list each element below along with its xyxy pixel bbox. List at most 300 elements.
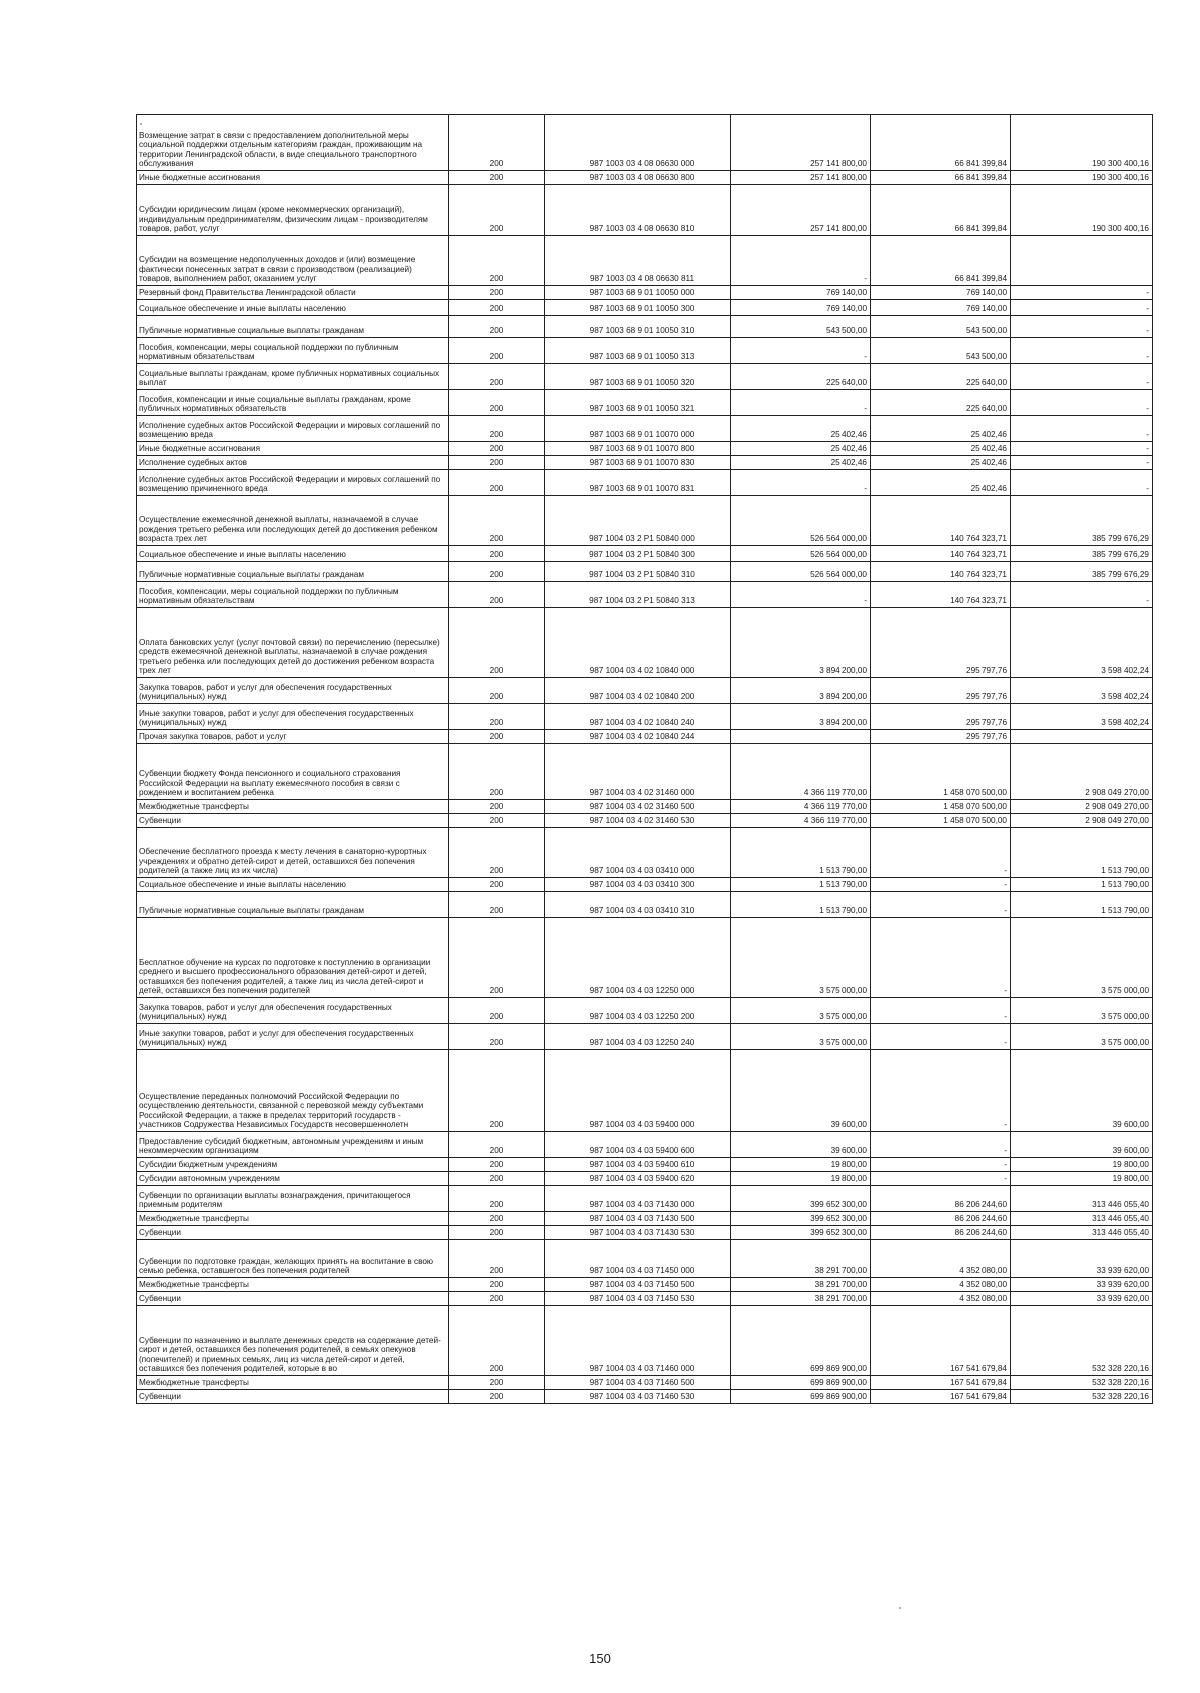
table-row	[137, 1172, 1153, 1186]
row-description: Субсидии на возмещение недополученных доходов и (или) возмещение фактически понесенных затрат в связи с производством (реализацией) товаров, выполнением работ, оказанием услуг	[137, 236, 449, 286]
row-unexecuted-amount: 532 328 220,16	[1011, 1390, 1153, 1404]
row-unexecuted-amount: 1 513 790,00	[1011, 828, 1153, 878]
row-approved-amount: 257 141 800,00	[731, 171, 871, 185]
row-executed-amount: -	[871, 1172, 1011, 1186]
row-description: Социальное обеспечение и иные выплаты населению	[137, 546, 449, 562]
row-approved-amount: 38 291 700,00	[731, 1278, 871, 1292]
row-line-code: 200	[449, 1158, 545, 1172]
row-approved-amount: 3 894 200,00	[731, 608, 871, 678]
row-budget-classification-code: 987 1004 03 4 03 71430 530	[545, 1226, 731, 1240]
row-line-code: 200	[449, 316, 545, 338]
row-approved-amount: 19 800,00	[731, 1158, 871, 1172]
row-unexecuted-amount: 3 575 000,00	[1011, 1024, 1153, 1050]
row-description: Социальные выплаты гражданам, кроме публичных нормативных социальных выплат	[137, 364, 449, 390]
table-row	[137, 1376, 1153, 1390]
row-budget-classification-code: 987 1004 03 2 P1 50840 313	[545, 582, 731, 608]
row-budget-classification-code: 987 1004 03 2 P1 50840 300	[545, 546, 731, 562]
table-row	[137, 338, 1153, 364]
row-description: Субвенции по назначению и выплате денежных средств на содержание детей-сирот и детей, оставшихся без попечения родителей, в семьях опекунов (попечителей) и приемных семьях, лиц из числа детей-сирот и детей, оставшихся без попечения родителей, которые в во	[137, 1306, 449, 1376]
row-approved-amount: 257 141 800,00	[731, 115, 871, 171]
row-approved-amount: 38 291 700,00	[731, 1292, 871, 1306]
row-budget-classification-code: 987 1004 03 4 03 59400 610	[545, 1158, 731, 1172]
page-number: 150	[589, 1651, 611, 1666]
table-row	[137, 442, 1153, 456]
row-budget-classification-code: 987 1003 68 9 01 10050 321	[545, 390, 731, 416]
row-line-code: 200	[449, 286, 545, 300]
row-unexecuted-amount: 3 575 000,00	[1011, 918, 1153, 998]
row-budget-classification-code: 987 1004 03 4 03 59400 600	[545, 1132, 731, 1158]
row-line-code: 200	[449, 814, 545, 828]
row-executed-amount: 4 352 080,00	[871, 1240, 1011, 1278]
row-approved-amount: 25 402,46	[731, 456, 871, 470]
budget-execution-table	[136, 114, 1153, 1404]
row-line-code: 200	[449, 1226, 545, 1240]
row-executed-amount: -	[871, 892, 1011, 918]
row-unexecuted-amount: 385 799 676,29	[1011, 562, 1153, 582]
row-description: Пособия, компенсации и иные социальные выплаты гражданам, кроме публичных нормативных обязательств	[137, 390, 449, 416]
row-description: Бесплатное обучение на курсах по подготовке к поступлению в организации среднего и высшего профессионального образования детей-сирот и детей, оставшихся без попечения родителей, а также лиц из числа детей-сирот и детей, оставшихся без попечения родителей	[137, 918, 449, 998]
table-row	[137, 800, 1153, 814]
row-budget-classification-code: 987 1003 03 4 08 06630 811	[545, 236, 731, 286]
row-approved-amount: 543 500,00	[731, 316, 871, 338]
row-line-code: 200	[449, 185, 545, 236]
row-approved-amount: 39 600,00	[731, 1132, 871, 1158]
row-line-code: 200	[449, 1240, 545, 1278]
row-line-code: 200	[449, 878, 545, 892]
row-unexecuted-amount: 532 328 220,16	[1011, 1306, 1153, 1376]
row-description: Закупка товаров, работ и услуг для обеспечения государственных (муниципальных) нужд	[137, 678, 449, 704]
table-row	[137, 878, 1153, 892]
row-line-code: 200	[449, 744, 545, 800]
row-approved-amount: -	[731, 236, 871, 286]
row-unexecuted-amount: 385 799 676,29	[1011, 546, 1153, 562]
row-budget-classification-code: 987 1004 03 4 02 31460 000	[545, 744, 731, 800]
table-row	[137, 364, 1153, 390]
row-approved-amount: 699 869 900,00	[731, 1306, 871, 1376]
row-line-code: 200	[449, 800, 545, 814]
row-unexecuted-amount: 190 300 400,16	[1011, 171, 1153, 185]
table-row	[137, 892, 1153, 918]
row-unexecuted-amount: -	[1011, 286, 1153, 300]
row-line-code: 200	[449, 678, 545, 704]
row-line-code: 200	[449, 470, 545, 496]
table-row	[137, 1212, 1153, 1226]
budget-table-sheet	[136, 114, 1152, 1404]
row-budget-classification-code: 987 1004 03 4 03 71460 530	[545, 1390, 731, 1404]
row-executed-amount: -	[871, 828, 1011, 878]
row-executed-amount: 4 352 080,00	[871, 1278, 1011, 1292]
table-row	[137, 678, 1153, 704]
row-unexecuted-amount: 33 939 620,00	[1011, 1240, 1153, 1278]
table-row	[137, 496, 1153, 546]
row-description: Исполнение судебных актов Российской Федерации и мировых соглашений по возмещению причиненного вреда	[137, 470, 449, 496]
row-approved-amount: 699 869 900,00	[731, 1376, 871, 1390]
row-description: Иные закупки товаров, работ и услуг для обеспечения государственных (муниципальных) нужд	[137, 1024, 449, 1050]
row-line-code: 200	[449, 496, 545, 546]
row-unexecuted-amount: 2 908 049 270,00	[1011, 814, 1153, 828]
row-unexecuted-amount: 33 939 620,00	[1011, 1292, 1153, 1306]
row-unexecuted-amount: 19 800,00	[1011, 1172, 1153, 1186]
table-body	[137, 115, 1153, 1404]
row-description: Субвенции бюджету Фонда пенсионного и социального страхования Российской Федерации на выплату ежемесячного пособия в связи с рождением и воспитанием ребенка	[137, 744, 449, 800]
row-budget-classification-code: 987 1004 03 4 03 71430 500	[545, 1212, 731, 1226]
row-unexecuted-amount	[1011, 730, 1153, 744]
table-row	[137, 316, 1153, 338]
row-unexecuted-amount: 190 300 400,16	[1011, 185, 1153, 236]
row-line-code: 200	[449, 390, 545, 416]
row-unexecuted-amount: 313 446 055,40	[1011, 1186, 1153, 1212]
row-budget-classification-code: 987 1003 03 4 08 06630 800	[545, 171, 731, 185]
table-row	[137, 1024, 1153, 1050]
row-approved-amount: 1 513 790,00	[731, 878, 871, 892]
row-description: Субвенции	[137, 1226, 449, 1240]
row-approved-amount: 225 640,00	[731, 364, 871, 390]
row-approved-amount: 19 800,00	[731, 1172, 871, 1186]
table-row	[137, 814, 1153, 828]
row-description: Иные бюджетные ассигнования	[137, 442, 449, 456]
row-description: Исполнение судебных актов Российской Федерации и мировых соглашений по возмещению вреда	[137, 416, 449, 442]
row-unexecuted-amount: -	[1011, 316, 1153, 338]
row-approved-amount: 257 141 800,00	[731, 185, 871, 236]
row-line-code: 200	[449, 1172, 545, 1186]
row-description: Исполнение судебных актов	[137, 456, 449, 470]
row-budget-classification-code: 987 1003 68 9 01 10050 320	[545, 364, 731, 390]
row-line-code: 200	[449, 1292, 545, 1306]
row-line-code: 200	[449, 730, 545, 744]
row-executed-amount: 295 797,76	[871, 608, 1011, 678]
row-budget-classification-code: 987 1003 68 9 01 10050 300	[545, 300, 731, 316]
row-line-code: 200	[449, 998, 545, 1024]
row-line-code: 200	[449, 918, 545, 998]
row-budget-classification-code: 987 1004 03 4 03 71450 530	[545, 1292, 731, 1306]
row-approved-amount: 769 140,00	[731, 286, 871, 300]
table-row	[137, 608, 1153, 678]
row-description: Закупка товаров, работ и услуг для обеспечения государственных (муниципальных) нужд	[137, 998, 449, 1024]
row-description: Социальное обеспечение и иные выплаты населению	[137, 300, 449, 316]
row-approved-amount: 399 652 300,00	[731, 1212, 871, 1226]
row-approved-amount: 526 564 000,00	[731, 562, 871, 582]
table-row	[137, 730, 1153, 744]
row-budget-classification-code: 987 1004 03 4 03 12250 000	[545, 918, 731, 998]
row-approved-amount: 3 575 000,00	[731, 1024, 871, 1050]
row-description: Субвенции	[137, 1292, 449, 1306]
row-line-code: 200	[449, 115, 545, 171]
table-row	[137, 300, 1153, 316]
row-description: Межбюджетные трансферты	[137, 800, 449, 814]
row-unexecuted-amount: 385 799 676,29	[1011, 496, 1153, 546]
row-unexecuted-amount: 39 600,00	[1011, 1132, 1153, 1158]
row-budget-classification-code: 987 1004 03 4 03 71460 500	[545, 1376, 731, 1390]
row-approved-amount: 3 575 000,00	[731, 998, 871, 1024]
table-row	[137, 1240, 1153, 1278]
row-approved-amount: 39 600,00	[731, 1050, 871, 1132]
row-approved-amount: 3 575 000,00	[731, 918, 871, 998]
row-budget-classification-code: 987 1004 03 4 03 71450 000	[545, 1240, 731, 1278]
row-description: Субсидии автономным учреждениям	[137, 1172, 449, 1186]
row-unexecuted-amount: 2 908 049 270,00	[1011, 800, 1153, 814]
row-line-code: 200	[449, 456, 545, 470]
row-budget-classification-code: 987 1004 03 4 03 71430 000	[545, 1186, 731, 1212]
row-unexecuted-amount: 2 908 049 270,00	[1011, 744, 1153, 800]
row-budget-classification-code: 987 1003 68 9 01 10050 310	[545, 316, 731, 338]
row-budget-classification-code: 987 1004 03 4 03 59400 620	[545, 1172, 731, 1186]
row-unexecuted-amount: -	[1011, 364, 1153, 390]
row-line-code: 200	[449, 300, 545, 316]
row-approved-amount	[731, 730, 871, 744]
row-line-code: 200	[449, 338, 545, 364]
table-row	[137, 828, 1153, 878]
scan-speck	[140, 123, 142, 125]
row-line-code: 200	[449, 546, 545, 562]
row-description: Субвенции по подготовке граждан, желающих принять на воспитание в свою семью ребенка, оставшегося без попечения родителей	[137, 1240, 449, 1278]
row-approved-amount: 3 894 200,00	[731, 678, 871, 704]
table-row	[137, 456, 1153, 470]
row-line-code: 200	[449, 1306, 545, 1376]
row-unexecuted-amount: -	[1011, 456, 1153, 470]
row-approved-amount: -	[731, 470, 871, 496]
row-line-code: 200	[449, 364, 545, 390]
row-executed-amount: -	[871, 878, 1011, 892]
table-row	[137, 1292, 1153, 1306]
row-budget-classification-code: 987 1004 03 4 03 03410 000	[545, 828, 731, 878]
table-row	[137, 185, 1153, 236]
row-budget-classification-code: 987 1003 68 9 01 10070 830	[545, 456, 731, 470]
row-approved-amount: 699 869 900,00	[731, 1390, 871, 1404]
row-line-code: 200	[449, 171, 545, 185]
row-description: Пособия, компенсации, меры социальной поддержки по публичным нормативным обязательствам	[137, 582, 449, 608]
row-executed-amount: 25 402,46	[871, 470, 1011, 496]
row-executed-amount: 25 402,46	[871, 442, 1011, 456]
table-row	[137, 998, 1153, 1024]
row-executed-amount: -	[871, 1158, 1011, 1172]
row-description: Пособия, компенсации, меры социальной поддержки по публичным нормативным обязательствам	[137, 338, 449, 364]
row-executed-amount: 543 500,00	[871, 338, 1011, 364]
row-line-code: 200	[449, 582, 545, 608]
row-line-code: 200	[449, 828, 545, 878]
row-executed-amount: 1 458 070 500,00	[871, 814, 1011, 828]
table-row	[137, 1306, 1153, 1376]
row-executed-amount: 1 458 070 500,00	[871, 744, 1011, 800]
row-executed-amount: -	[871, 1050, 1011, 1132]
row-budget-classification-code: 987 1004 03 4 03 59400 000	[545, 1050, 731, 1132]
row-unexecuted-amount: 190 300 400,16	[1011, 115, 1153, 171]
row-executed-amount: 295 797,76	[871, 678, 1011, 704]
row-line-code: 200	[449, 1132, 545, 1158]
row-unexecuted-amount: 1 513 790,00	[1011, 878, 1153, 892]
row-description: Субсидии бюджетным учреждениям	[137, 1158, 449, 1172]
table-row	[137, 744, 1153, 800]
table-row	[137, 562, 1153, 582]
row-unexecuted-amount	[1011, 236, 1153, 286]
table-row	[137, 1050, 1153, 1132]
table-row	[137, 582, 1153, 608]
table-row	[137, 546, 1153, 562]
row-description: Субвенции	[137, 814, 449, 828]
row-executed-amount: 167 541 679,84	[871, 1306, 1011, 1376]
table-row	[137, 286, 1153, 300]
row-unexecuted-amount: -	[1011, 300, 1153, 316]
row-executed-amount: 140 764 323,71	[871, 582, 1011, 608]
row-executed-amount: -	[871, 1132, 1011, 1158]
table-row	[137, 1278, 1153, 1292]
row-unexecuted-amount: -	[1011, 390, 1153, 416]
row-approved-amount: 4 366 119 770,00	[731, 744, 871, 800]
row-executed-amount: 769 140,00	[871, 300, 1011, 316]
row-approved-amount: 38 291 700,00	[731, 1240, 871, 1278]
row-executed-amount: 769 140,00	[871, 286, 1011, 300]
row-description: Возмещение затрат в связи с предоставлением дополнительной меры социальной поддержки отдельным категориям граждан, проживающим на территории Ленинградской области, в виде специального транспортного обслуживания	[137, 115, 449, 171]
row-description: Обеспечение бесплатного проезда к месту лечения в санаторно-курортных учреждениях и обратно детей-сирот и детей, оставшихся без попечения родителей (а также лиц из их числа)	[137, 828, 449, 878]
row-description: Межбюджетные трансферты	[137, 1212, 449, 1226]
row-unexecuted-amount: -	[1011, 416, 1153, 442]
table-row	[137, 918, 1153, 998]
row-description: Публичные нормативные социальные выплаты гражданам	[137, 892, 449, 918]
row-unexecuted-amount: 313 446 055,40	[1011, 1226, 1153, 1240]
row-line-code: 200	[449, 1390, 545, 1404]
row-description: Иные бюджетные ассигнования	[137, 171, 449, 185]
row-unexecuted-amount: 3 598 402,24	[1011, 608, 1153, 678]
row-line-code: 200	[449, 608, 545, 678]
row-description: Иные закупки товаров, работ и услуг для обеспечения государственных (муниципальных) нужд	[137, 704, 449, 730]
row-executed-amount: 225 640,00	[871, 364, 1011, 390]
row-unexecuted-amount: -	[1011, 442, 1153, 456]
row-unexecuted-amount: 39 600,00	[1011, 1050, 1153, 1132]
row-budget-classification-code: 987 1004 03 4 03 71450 500	[545, 1278, 731, 1292]
row-budget-classification-code: 987 1003 03 4 08 06630 000	[545, 115, 731, 171]
row-approved-amount: 25 402,46	[731, 442, 871, 456]
row-budget-classification-code: 987 1004 03 4 02 10840 244	[545, 730, 731, 744]
row-description: Прочая закупка товаров, работ и услуг	[137, 730, 449, 744]
row-budget-classification-code: 987 1004 03 4 03 71460 000	[545, 1306, 731, 1376]
table-row	[137, 704, 1153, 730]
row-line-code: 200	[449, 562, 545, 582]
row-executed-amount: 167 541 679,84	[871, 1376, 1011, 1390]
row-approved-amount: 769 140,00	[731, 300, 871, 316]
table-row	[137, 1390, 1153, 1404]
row-unexecuted-amount: -	[1011, 338, 1153, 364]
row-approved-amount: 25 402,46	[731, 416, 871, 442]
row-budget-classification-code: 987 1003 68 9 01 10050 313	[545, 338, 731, 364]
table-row	[137, 236, 1153, 286]
row-approved-amount: 1 513 790,00	[731, 892, 871, 918]
row-unexecuted-amount: 313 446 055,40	[1011, 1212, 1153, 1226]
row-approved-amount: -	[731, 390, 871, 416]
row-approved-amount: 399 652 300,00	[731, 1226, 871, 1240]
row-description: Субвенции по организации выплаты вознаграждения, причитающегося приемным родителям	[137, 1186, 449, 1212]
row-line-code: 200	[449, 704, 545, 730]
row-budget-classification-code: 987 1003 68 9 01 10070 831	[545, 470, 731, 496]
row-budget-classification-code: 987 1004 03 4 02 10840 000	[545, 608, 731, 678]
row-line-code: 200	[449, 442, 545, 456]
table-row	[137, 416, 1153, 442]
row-budget-classification-code: 987 1003 03 4 08 06630 810	[545, 185, 731, 236]
row-line-code: 200	[449, 1024, 545, 1050]
row-description: Оплата банковских услуг (услуг почтовой связи) по перечислению (пересылке) средств ежемесячной денежной выплаты, назначаемой в случае рождения третьего ребенка или последующих детей до достижения ребенком возраста трех лет	[137, 608, 449, 678]
row-executed-amount: 295 797,76	[871, 704, 1011, 730]
row-unexecuted-amount: 3 598 402,24	[1011, 678, 1153, 704]
row-approved-amount: 3 894 200,00	[731, 704, 871, 730]
row-budget-classification-code: 987 1004 03 4 03 03410 310	[545, 892, 731, 918]
row-approved-amount: 4 366 119 770,00	[731, 800, 871, 814]
row-description: Межбюджетные трансферты	[137, 1278, 449, 1292]
row-executed-amount: -	[871, 1024, 1011, 1050]
row-approved-amount: 399 652 300,00	[731, 1186, 871, 1212]
table-row	[137, 390, 1153, 416]
row-budget-classification-code: 987 1004 03 4 03 12250 200	[545, 998, 731, 1024]
row-description: Публичные нормативные социальные выплаты гражданам	[137, 562, 449, 582]
row-line-code: 200	[449, 416, 545, 442]
row-budget-classification-code: 987 1004 03 4 02 10840 200	[545, 678, 731, 704]
row-budget-classification-code: 987 1004 03 4 03 12250 240	[545, 1024, 731, 1050]
row-description: Осуществление ежемесячной денежной выплаты, назначаемой в случае рождения третьего ребенка или последующих детей до достижения ребенком возраста трех лет	[137, 496, 449, 546]
row-executed-amount: 86 206 244,60	[871, 1226, 1011, 1240]
table-row	[137, 1226, 1153, 1240]
table-row	[137, 115, 1153, 171]
row-executed-amount: 295 797,76	[871, 730, 1011, 744]
row-executed-amount: 140 764 323,71	[871, 496, 1011, 546]
row-approved-amount: 4 366 119 770,00	[731, 814, 871, 828]
row-description: Публичные нормативные социальные выплаты гражданам	[137, 316, 449, 338]
row-unexecuted-amount: 33 939 620,00	[1011, 1278, 1153, 1292]
row-line-code: 200	[449, 1278, 545, 1292]
row-unexecuted-amount: -	[1011, 470, 1153, 496]
row-executed-amount: 25 402,46	[871, 456, 1011, 470]
row-executed-amount: 66 841 399,84	[871, 171, 1011, 185]
row-unexecuted-amount: -	[1011, 582, 1153, 608]
row-executed-amount: 167 541 679,84	[871, 1390, 1011, 1404]
row-executed-amount: 66 841 399,84	[871, 115, 1011, 171]
row-description: Предоставление субсидий бюджетным, автономным учреждениям и иным некоммерческим организациям	[137, 1132, 449, 1158]
row-line-code: 200	[449, 1050, 545, 1132]
row-description: Осуществление переданных полномочий Российской Федерации по осуществлению деятельности, связанной с перевозкой между субъектами Российской Федерации, а также в пределах территорий государств - участников Содружества Независимых Государств несовершеннолетн	[137, 1050, 449, 1132]
row-approved-amount: 526 564 000,00	[731, 546, 871, 562]
row-description: Социальное обеспечение и иные выплаты населению	[137, 878, 449, 892]
row-budget-classification-code: 987 1003 68 9 01 10050 000	[545, 286, 731, 300]
table-row	[137, 1132, 1153, 1158]
row-executed-amount: 4 352 080,00	[871, 1292, 1011, 1306]
row-executed-amount: -	[871, 918, 1011, 998]
row-line-code: 200	[449, 236, 545, 286]
row-approved-amount: -	[731, 338, 871, 364]
row-description: Субсидии юридическим лицам (кроме некоммерческих организаций), индивидуальным предпринимателям, физическим лицам - производителям товаров, работ, услуг	[137, 185, 449, 236]
row-executed-amount: 140 764 323,71	[871, 546, 1011, 562]
row-unexecuted-amount: 1 513 790,00	[1011, 892, 1153, 918]
row-executed-amount: 66 841 399,84	[871, 236, 1011, 286]
row-unexecuted-amount: 3 598 402,24	[1011, 704, 1153, 730]
row-executed-amount: -	[871, 998, 1011, 1024]
row-budget-classification-code: 987 1003 68 9 01 10070 800	[545, 442, 731, 456]
row-budget-classification-code: 987 1004 03 4 03 03410 300	[545, 878, 731, 892]
row-line-code: 200	[449, 892, 545, 918]
row-executed-amount: 25 402,46	[871, 416, 1011, 442]
table-row	[137, 1186, 1153, 1212]
table-row	[137, 171, 1153, 185]
row-budget-classification-code: 987 1004 03 2 P1 50840 000	[545, 496, 731, 546]
row-executed-amount: 86 206 244,60	[871, 1212, 1011, 1226]
scan-speck	[899, 1607, 901, 1609]
row-executed-amount: 140 764 323,71	[871, 562, 1011, 582]
row-executed-amount: 66 841 399,84	[871, 185, 1011, 236]
row-budget-classification-code: 987 1004 03 4 02 10840 240	[545, 704, 731, 730]
row-line-code: 200	[449, 1186, 545, 1212]
row-description: Резервный фонд Правительства Ленинградской области	[137, 286, 449, 300]
row-executed-amount: 86 206 244,60	[871, 1186, 1011, 1212]
row-unexecuted-amount: 19 800,00	[1011, 1158, 1153, 1172]
row-budget-classification-code: 987 1004 03 2 P1 50840 310	[545, 562, 731, 582]
row-line-code: 200	[449, 1212, 545, 1226]
row-approved-amount: 1 513 790,00	[731, 828, 871, 878]
row-approved-amount: 526 564 000,00	[731, 496, 871, 546]
